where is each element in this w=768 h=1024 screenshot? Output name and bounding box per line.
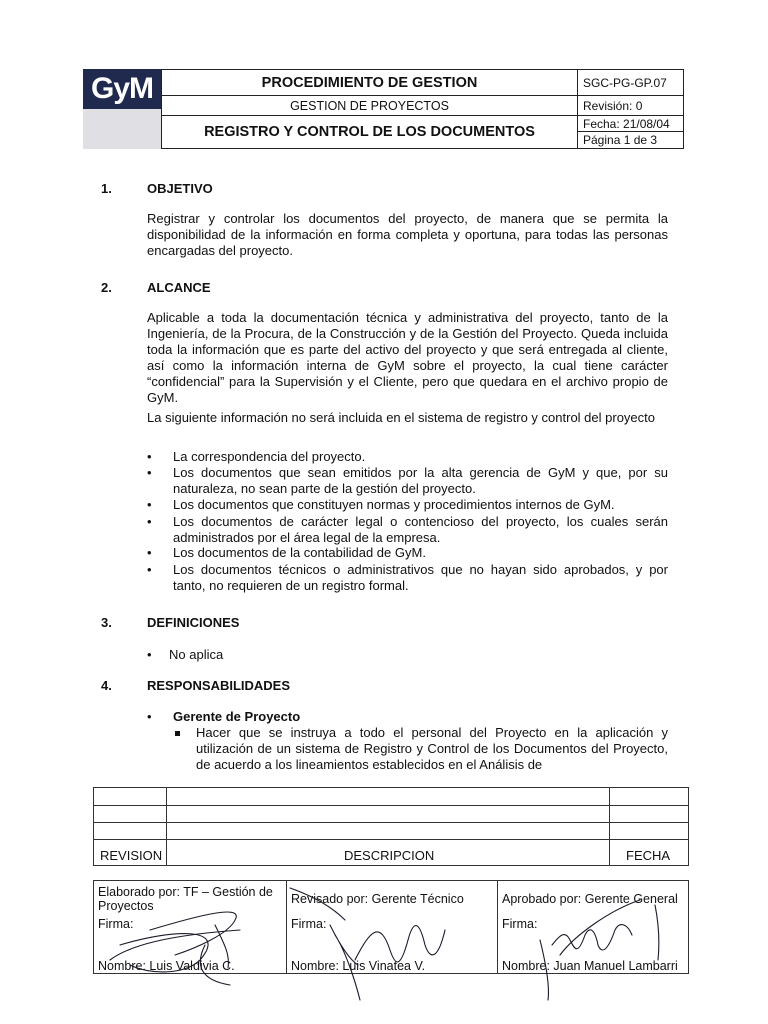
section-title-objetivo: OBJETIVO: [147, 181, 213, 196]
alcance-paragraph-2: La siguiente información no será incluida en el sistema de registro y control del proyecto: [147, 410, 655, 425]
header-title: PROCEDIMIENTO DE GESTION: [162, 70, 577, 96]
reviewed-by: Revisado por: Gerente Técnico: [291, 892, 464, 906]
logo-text: GyM: [83, 69, 161, 109]
section-number: 1.: [101, 181, 112, 196]
header-revision: Revisión: 0: [578, 96, 684, 116]
approved-by: Aprobado por: Gerente General: [502, 892, 678, 906]
header-subtitle: GESTION DE PROYECTOS: [162, 96, 577, 116]
prepared-by: Elaborado por: TF – Gestión de Proyectos: [98, 885, 273, 913]
section-title-alcance: ALCANCE: [147, 280, 211, 295]
alcance-paragraph-1: Aplicable a toda la documentación técnica y administrativa del proyecto, tanto de la Ingeniería, de la Procura, de la Construcción y de la Gestión del Proyecto. Queda incluida toda la información que es parte del activo del proyecto y que será entregada al cliente, así como la información interna de GyM sobre el proyecto, la cual tiene carácter “confidencial” para la Supervisión y el Cliente, pero que quedara en el archivo propio de GyM.: [147, 310, 668, 405]
bullet-icon: •: [147, 497, 152, 512]
header-date: Fecha: 21/08/04: [578, 116, 684, 132]
section-title-definiciones: DEFINICIONES: [147, 615, 240, 630]
header-page: Página 1 de 3: [583, 133, 658, 147]
bullet-icon: •: [147, 465, 152, 480]
description-col-label: DESCRIPCION: [344, 848, 435, 863]
date-col-label: FECHA: [626, 848, 671, 863]
name-3: Nombre: Juan Manuel Lambarri: [502, 959, 678, 973]
revision-col-label: REVISION: [100, 848, 163, 863]
signature-mark: [290, 888, 445, 1000]
bullet-icon: •: [147, 545, 152, 560]
bullet-icon: •: [147, 449, 152, 464]
bullet-icon: •: [147, 514, 152, 529]
signature-label: Firma:: [98, 917, 134, 931]
bullet-icon: •: [147, 709, 152, 724]
name-2: Nombre: Luis Vinatea V.: [291, 959, 426, 973]
header-doc-title: REGISTRO Y CONTROL DE LOS DOCUMENTOS: [204, 124, 535, 140]
signature-mark: [110, 912, 240, 985]
section-number: 2.: [101, 280, 112, 295]
signature-mark: [540, 900, 659, 1000]
bullet-icon: •: [147, 562, 152, 577]
header-code: SGC-PG-GP.07: [578, 70, 684, 96]
bullet-icon: •: [147, 647, 152, 662]
signature-label: Firma:: [291, 917, 327, 931]
section-title-responsabilidades: RESPONSABILIDADES: [147, 678, 291, 693]
responsibility-item: Hacer que se instruya a todo el personal del Proyecto en la aplicación y utilización de un sistema de Registro y Control de los Documentos del Proyecto, de acuerdo a los lineamientos establecidos en el Análisis de: [175, 725, 668, 775]
section-number: 4.: [101, 678, 112, 693]
section-number: 3.: [101, 615, 112, 630]
objetivo-text: Registrar y controlar los documentos del proyecto, de manera que se permita la disponibilidad de la información en forma completa y oportuna, para todas las personas encargadas del proyecto.: [147, 211, 668, 258]
signature-label: Firma:: [502, 917, 538, 931]
name-1: Nombre: Luis Valdivia C.: [98, 959, 235, 973]
